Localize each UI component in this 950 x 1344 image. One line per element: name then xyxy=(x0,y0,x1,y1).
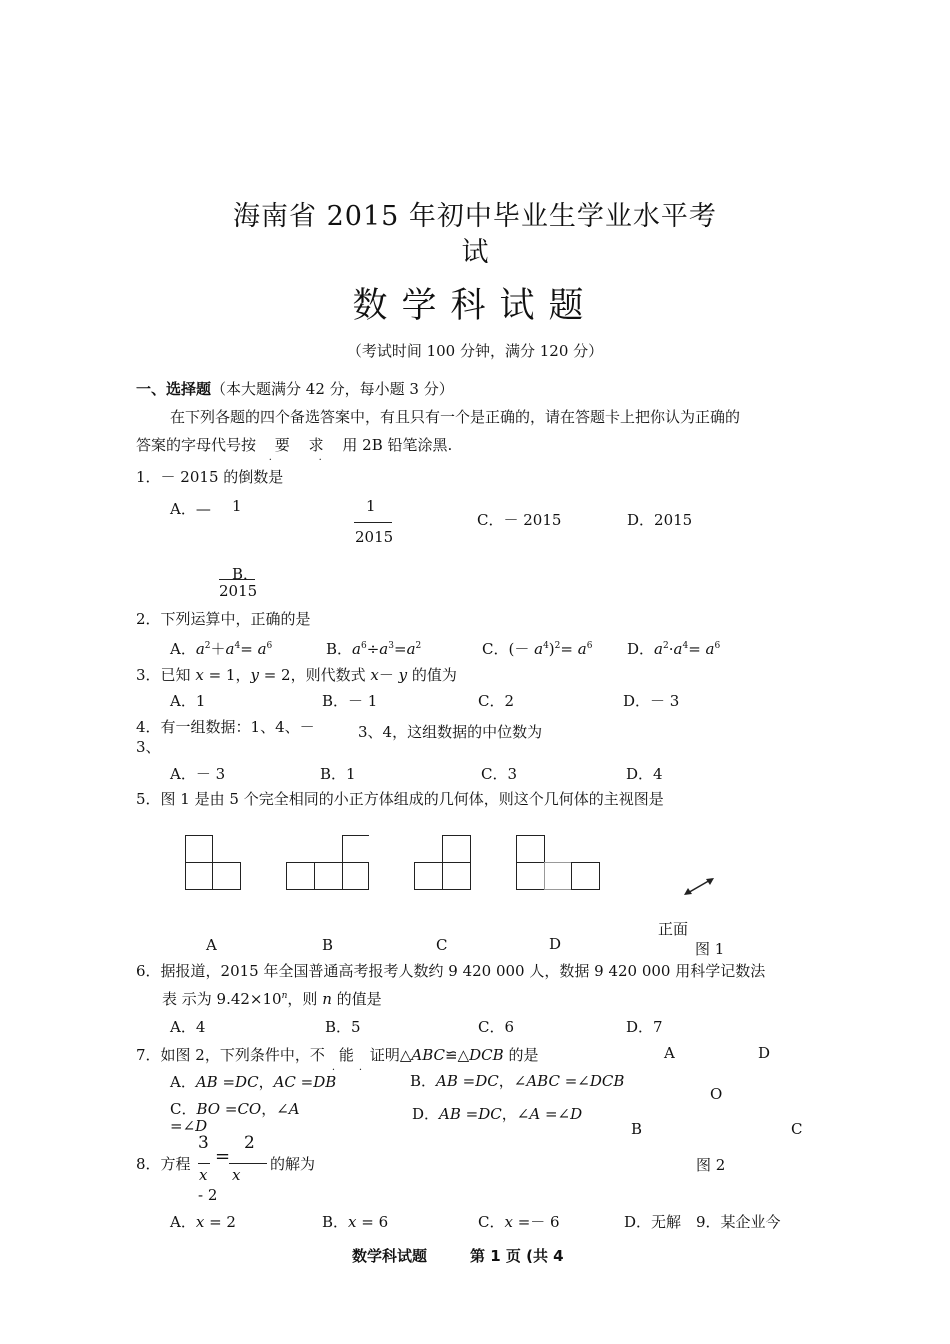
stem-text: 的值是 xyxy=(336,990,382,1008)
q7-fig-point-o: O xyxy=(710,1085,723,1103)
emphasis-qiu-text: 求 xyxy=(308,436,324,454)
stem-text: 证明△ xyxy=(369,1046,412,1064)
q8-stem-a: 8．方程 xyxy=(136,1155,191,1173)
option-label: A． xyxy=(170,640,196,658)
q2-option-d: D．$a^2\cdot a^4= a^6$ xyxy=(627,640,721,658)
stem-text: ，则 xyxy=(287,990,318,1008)
q3-stem: 3．已知 x = 1，y = 2，则代数式 x－ y 的值为 xyxy=(136,666,457,684)
q8-option-c: C．x =－ 6 xyxy=(478,1213,560,1231)
variable-x: x xyxy=(199,1166,208,1184)
stem-text: 表 示为 9.42×10 xyxy=(162,990,282,1008)
q1-option-a-label: A．— xyxy=(170,500,211,518)
stem-text: 的是 xyxy=(508,1046,539,1064)
q8-stem-b: 的解为 xyxy=(270,1155,316,1173)
q7-option-b: B．AB =DC，∠ABC =∠DCB xyxy=(410,1072,625,1090)
q6-option-a: A．4 xyxy=(170,1018,206,1036)
q5-fig-label: 图 1 xyxy=(695,940,725,958)
emphasis-dot: . xyxy=(358,1062,363,1073)
q6-stem-line2: 表 示为 $9.42\times 10^n$，则 n 的值是 xyxy=(162,990,382,1008)
q1-option-a-num: 1 xyxy=(232,497,242,515)
q1-option-d: D．2015 xyxy=(627,511,693,529)
stem-text: ≌△ xyxy=(445,1046,470,1064)
emphasis-dot: . xyxy=(268,452,272,463)
q4-option-b: B．1 xyxy=(320,765,356,783)
q3-option-d: D．－ 3 xyxy=(623,692,680,710)
q7-option-a: A．AB =DC，AC =DB xyxy=(170,1073,337,1091)
option-label: C． xyxy=(170,1100,197,1118)
footer-page: 第 1 页 (共 4 xyxy=(470,1247,564,1265)
title-line1: 海南省 2015 年初中毕业生学业水平考 xyxy=(233,201,717,232)
cube-square xyxy=(342,835,369,863)
q4-stem-b: 3、4，这组数据的中位数为 xyxy=(358,723,543,741)
q5-label-b: B xyxy=(322,936,334,954)
option-label: B． xyxy=(410,1072,437,1090)
cube-square xyxy=(414,862,443,890)
q6-stem-line1: 6．据报道，2015 年全国普通高考报考人数约 9 420 000 人，数据 9 420 000 用科学记数法 xyxy=(136,962,766,980)
q2-stem: 2．下列运算中，正确的是 xyxy=(136,610,311,628)
q5-label-d: D xyxy=(549,935,562,953)
q1-option-c: C．－ 2015 xyxy=(477,511,562,529)
q5-label-a: A xyxy=(206,936,217,954)
option-label: C． xyxy=(482,640,509,658)
cube-square xyxy=(544,862,572,890)
cube-square xyxy=(286,862,315,890)
q1-stem: 1．－ 2015 的倒数是 xyxy=(136,468,284,486)
option-text: =∠ xyxy=(170,1117,196,1135)
stem-text: ，则代数式 xyxy=(290,666,366,684)
q8-num1: 3 xyxy=(198,1133,209,1153)
option-label: D． xyxy=(627,640,655,658)
cube-square xyxy=(571,862,600,890)
title-line2: 试 xyxy=(461,237,489,268)
cube-square xyxy=(212,862,241,890)
q3-option-a: A．1 xyxy=(170,692,206,710)
q1-option-a-den: 2015 xyxy=(219,582,258,600)
q5-label-c: C xyxy=(436,936,448,954)
emphasis-neng-text: 能 xyxy=(338,1046,354,1064)
front-arrow-icon xyxy=(682,874,718,898)
option-label: C． xyxy=(478,1213,505,1231)
cube-square xyxy=(516,862,545,890)
emphasis-dot: . xyxy=(331,1062,336,1073)
q4-stem-a2: 3、 xyxy=(136,738,161,756)
q7-fig-point-a: A xyxy=(664,1044,675,1062)
emphasis-qiu xyxy=(308,434,324,463)
q6-option-b: B．5 xyxy=(325,1018,361,1036)
q2-option-b: B．$a^6\div a^3=a^2$ xyxy=(326,640,422,658)
q7-option-c-cont: =∠D xyxy=(170,1117,208,1135)
emphasis-dot: . xyxy=(318,452,322,463)
cube-square xyxy=(442,862,471,890)
q8-option-b: B．x = 6 xyxy=(322,1213,389,1231)
q7-fig-point-d: D xyxy=(758,1044,771,1062)
q8-den2 xyxy=(232,1166,240,1184)
section-heading xyxy=(136,378,454,399)
option-label: B． xyxy=(322,1213,349,1231)
q7-stem: 7．如图 2，下列条件中，不 能 . . 证明△ABC≌△DCB 的是 xyxy=(136,1046,539,1073)
section-title: 一、选择题 xyxy=(136,380,212,398)
q8-den1-tail: - 2 xyxy=(198,1186,218,1204)
q1-option-b-num: 1 xyxy=(366,497,376,515)
q7-fig-label: 图 2 xyxy=(696,1156,726,1174)
option-label: B． xyxy=(326,640,353,658)
q4-stem-a: 4．有一组数据：1、4、－ xyxy=(136,718,315,736)
q2-option-c: C．(－ $a^4)^2= a^6$ xyxy=(482,640,593,658)
fraction-bar xyxy=(219,579,255,580)
q5-stem: 5．图 1 是由 5 个完全相同的小正方体组成的几何体，则这个几何体的主视图是 xyxy=(136,790,664,808)
q8-num2: 2 xyxy=(244,1133,255,1153)
stem-text: 的值为 xyxy=(411,666,457,684)
q8-option-a: A．x = 2 xyxy=(170,1213,236,1231)
q3-option-c: C．2 xyxy=(478,692,515,710)
q8-equals: = xyxy=(215,1146,231,1167)
cube-square xyxy=(516,835,545,863)
cube-square xyxy=(185,835,213,863)
option-label: A． xyxy=(170,1213,196,1231)
q7-fig-point-c: C xyxy=(791,1120,803,1138)
q4-option-a: A．－ 3 xyxy=(170,765,226,783)
emphasis-neng xyxy=(331,1044,363,1073)
fraction-bar xyxy=(198,1163,210,1164)
subject-title: 数学科试题 xyxy=(352,286,598,326)
variable-x: x xyxy=(232,1166,241,1184)
cube-square xyxy=(185,862,213,890)
q1-option-b-label: B． xyxy=(232,565,259,583)
instruction-text: 答案的字母代号按 xyxy=(136,436,257,454)
q4-option-c: C．3 xyxy=(481,765,518,783)
q7-option-d: D．AB =DC，∠A =∠D xyxy=(412,1105,583,1123)
cube-square xyxy=(342,862,369,890)
q8-den1-x xyxy=(199,1166,207,1184)
stem-text: 3．已知 xyxy=(136,666,191,684)
exam-info: （考试时间 100 分钟，满分 120 分） xyxy=(346,342,604,360)
q1-option-b-den: 2015 xyxy=(355,528,394,546)
q5-front-label: 正面 xyxy=(658,920,689,938)
emphasis-yao-text: 要 xyxy=(274,436,290,454)
instruction-text: 用 2B 铅笔涂黑. xyxy=(342,436,453,454)
fraction-bar xyxy=(354,522,392,523)
q6-option-d: D．7 xyxy=(626,1018,663,1036)
fraction-bar xyxy=(229,1163,267,1164)
option-label: D． xyxy=(412,1105,440,1123)
stem-text: 7．如图 2，下列条件中，不 xyxy=(136,1046,325,1064)
q9-start: 9．某企业今 xyxy=(696,1213,781,1231)
cube-square xyxy=(442,835,471,863)
q4-option-d: D．4 xyxy=(626,765,663,783)
q2-option-a: A．$a^2+a^4= a^6$ xyxy=(170,640,273,658)
emphasis-yao xyxy=(268,434,290,463)
footer-subject: 数学科试题 xyxy=(352,1247,428,1265)
option-label: A． xyxy=(170,1073,196,1091)
q7-fig-point-b: B xyxy=(631,1120,643,1138)
q8-option-d: D．无解 xyxy=(624,1213,682,1231)
cube-square xyxy=(314,862,343,890)
instruction-line1: 在下列各题的四个备选答案中，有且只有一个是正确的，请在答题卡上把你认为正确的 xyxy=(170,408,741,426)
instruction-line2 xyxy=(136,434,453,463)
section-note: （本大题满分 42 分，每小题 3 分） xyxy=(211,380,454,398)
q6-option-c: C．6 xyxy=(478,1018,515,1036)
q7-option-c: C．BO =CO，∠A xyxy=(170,1100,300,1118)
q3-option-b: B．－ 1 xyxy=(322,692,378,710)
